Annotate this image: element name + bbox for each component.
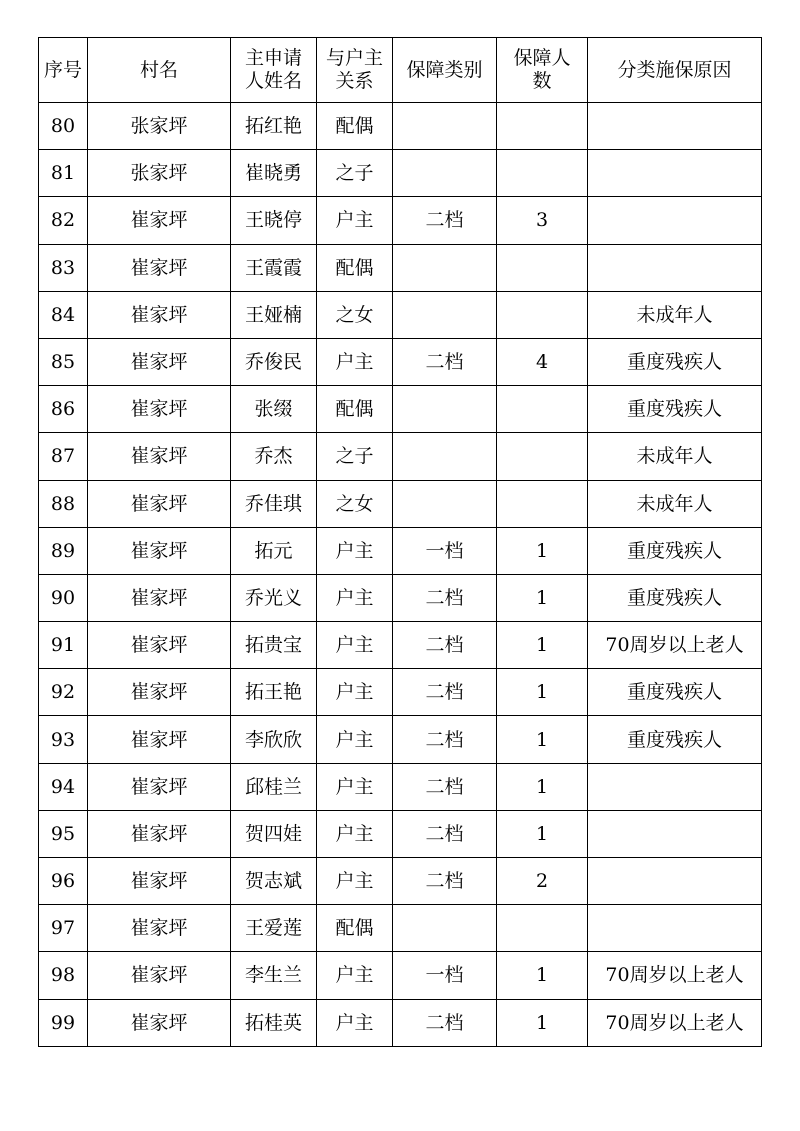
header-applicant-line1: 主申请 bbox=[244, 47, 302, 69]
cell-relation: 配偶 bbox=[317, 244, 393, 291]
cell-relation: 户主 bbox=[317, 669, 393, 716]
cell-count: 1 bbox=[497, 952, 588, 999]
cell-relation: 户主 bbox=[317, 197, 393, 244]
cell-name: 拓贵宝 bbox=[231, 622, 317, 669]
cell-relation: 户主 bbox=[317, 952, 393, 999]
cell-count: 1 bbox=[497, 999, 588, 1046]
cell-reason bbox=[588, 103, 762, 150]
cell-village: 崔家坪 bbox=[88, 905, 231, 952]
cell-relation: 之子 bbox=[317, 433, 393, 480]
cell-seq: 80 bbox=[39, 103, 88, 150]
cell-category bbox=[393, 150, 497, 197]
cell-relation: 户主 bbox=[317, 999, 393, 1046]
cell-village: 崔家坪 bbox=[88, 527, 231, 574]
cell-reason: 未成年人 bbox=[588, 433, 762, 480]
table-row bbox=[39, 338, 762, 385]
cell-count bbox=[497, 244, 588, 291]
cell-village: 崔家坪 bbox=[88, 952, 231, 999]
cell-category: 二档 bbox=[393, 338, 497, 385]
cell-relation: 户主 bbox=[317, 810, 393, 857]
header-row bbox=[39, 38, 762, 103]
cell-count: 1 bbox=[497, 716, 588, 763]
cell-relation: 户主 bbox=[317, 574, 393, 621]
cell-name: 邱桂兰 bbox=[231, 763, 317, 810]
cell-category bbox=[393, 905, 497, 952]
table-row bbox=[39, 103, 762, 150]
cell-village: 张家坪 bbox=[88, 150, 231, 197]
table-row bbox=[39, 810, 762, 857]
cell-count: 1 bbox=[497, 810, 588, 857]
cell-name: 乔光义 bbox=[231, 574, 317, 621]
cell-seq: 94 bbox=[39, 763, 88, 810]
header-village: 村名 bbox=[88, 38, 231, 103]
table-row bbox=[39, 197, 762, 244]
cell-village: 崔家坪 bbox=[88, 858, 231, 905]
cell-relation: 配偶 bbox=[317, 103, 393, 150]
table-body bbox=[39, 103, 762, 1047]
header-count bbox=[497, 38, 588, 103]
cell-reason: 70周岁以上老人 bbox=[588, 622, 762, 669]
cell-name: 贺四娃 bbox=[231, 810, 317, 857]
cell-village: 崔家坪 bbox=[88, 574, 231, 621]
cell-category bbox=[393, 291, 497, 338]
cell-count: 1 bbox=[497, 669, 588, 716]
table-row bbox=[39, 291, 762, 338]
cell-name: 李欣欣 bbox=[231, 716, 317, 763]
cell-reason bbox=[588, 858, 762, 905]
cell-seq: 99 bbox=[39, 999, 88, 1046]
cell-category: 二档 bbox=[393, 763, 497, 810]
cell-name: 李生兰 bbox=[231, 952, 317, 999]
cell-relation: 之女 bbox=[317, 480, 393, 527]
cell-count: 1 bbox=[497, 763, 588, 810]
cell-seq: 83 bbox=[39, 244, 88, 291]
cell-seq: 97 bbox=[39, 905, 88, 952]
cell-category: 一档 bbox=[393, 527, 497, 574]
cell-reason bbox=[588, 905, 762, 952]
cell-count bbox=[497, 150, 588, 197]
cell-category: 二档 bbox=[393, 669, 497, 716]
header-relation-line1: 与户主 bbox=[325, 47, 383, 69]
cell-seq: 89 bbox=[39, 527, 88, 574]
cell-count bbox=[497, 905, 588, 952]
cell-seq: 88 bbox=[39, 480, 88, 527]
cell-relation: 户主 bbox=[317, 858, 393, 905]
cell-count bbox=[497, 291, 588, 338]
cell-category bbox=[393, 103, 497, 150]
cell-village: 崔家坪 bbox=[88, 999, 231, 1046]
cell-relation: 之子 bbox=[317, 150, 393, 197]
header-count-line2: 数 bbox=[532, 70, 552, 92]
cell-village: 崔家坪 bbox=[88, 433, 231, 480]
table-row bbox=[39, 244, 762, 291]
cell-category: 二档 bbox=[393, 810, 497, 857]
cell-relation: 户主 bbox=[317, 622, 393, 669]
cell-category: 二档 bbox=[393, 574, 497, 621]
cell-relation: 配偶 bbox=[317, 905, 393, 952]
cell-village: 崔家坪 bbox=[88, 244, 231, 291]
table-row bbox=[39, 669, 762, 716]
cell-reason: 未成年人 bbox=[588, 291, 762, 338]
cell-reason: 70周岁以上老人 bbox=[588, 952, 762, 999]
header-category: 保障类别 bbox=[393, 38, 497, 103]
header-count-line1: 保障人 bbox=[513, 47, 571, 69]
table-row bbox=[39, 433, 762, 480]
cell-name: 崔晓勇 bbox=[231, 150, 317, 197]
cell-reason: 重度残疾人 bbox=[588, 338, 762, 385]
cell-name: 贺志斌 bbox=[231, 858, 317, 905]
header-relation-line2: 关系 bbox=[335, 70, 374, 92]
cell-name: 王爱莲 bbox=[231, 905, 317, 952]
cell-reason bbox=[588, 763, 762, 810]
table-row bbox=[39, 574, 762, 621]
cell-count bbox=[497, 480, 588, 527]
cell-seq: 84 bbox=[39, 291, 88, 338]
table-row bbox=[39, 763, 762, 810]
cell-reason: 重度残疾人 bbox=[588, 527, 762, 574]
cell-category bbox=[393, 480, 497, 527]
cell-name: 拓王艳 bbox=[231, 669, 317, 716]
cell-relation: 之女 bbox=[317, 291, 393, 338]
cell-village: 崔家坪 bbox=[88, 386, 231, 433]
cell-count bbox=[497, 103, 588, 150]
cell-village: 崔家坪 bbox=[88, 810, 231, 857]
cell-seq: 87 bbox=[39, 433, 88, 480]
cell-reason: 重度残疾人 bbox=[588, 669, 762, 716]
cell-seq: 98 bbox=[39, 952, 88, 999]
header-applicant-line2: 人姓名 bbox=[244, 70, 302, 92]
cell-village: 张家坪 bbox=[88, 103, 231, 150]
cell-name: 王晓停 bbox=[231, 197, 317, 244]
cell-seq: 91 bbox=[39, 622, 88, 669]
cell-seq: 93 bbox=[39, 716, 88, 763]
cell-relation: 户主 bbox=[317, 716, 393, 763]
header-applicant bbox=[231, 38, 317, 103]
cell-seq: 86 bbox=[39, 386, 88, 433]
cell-category bbox=[393, 433, 497, 480]
cell-relation: 户主 bbox=[317, 338, 393, 385]
cell-seq: 85 bbox=[39, 338, 88, 385]
cell-reason: 重度残疾人 bbox=[588, 716, 762, 763]
cell-count bbox=[497, 433, 588, 480]
cell-reason: 重度残疾人 bbox=[588, 574, 762, 621]
cell-count: 4 bbox=[497, 338, 588, 385]
header-relation bbox=[317, 38, 393, 103]
cell-count: 3 bbox=[497, 197, 588, 244]
cell-village: 崔家坪 bbox=[88, 480, 231, 527]
table-row bbox=[39, 999, 762, 1046]
cell-village: 崔家坪 bbox=[88, 763, 231, 810]
cell-relation: 配偶 bbox=[317, 386, 393, 433]
cell-village: 崔家坪 bbox=[88, 338, 231, 385]
cell-seq: 81 bbox=[39, 150, 88, 197]
cell-reason: 重度残疾人 bbox=[588, 386, 762, 433]
cell-village: 崔家坪 bbox=[88, 622, 231, 669]
cell-reason bbox=[588, 244, 762, 291]
cell-village: 崔家坪 bbox=[88, 197, 231, 244]
cell-village: 崔家坪 bbox=[88, 291, 231, 338]
table-row bbox=[39, 622, 762, 669]
cell-category: 二档 bbox=[393, 197, 497, 244]
table-header bbox=[39, 38, 762, 103]
cell-reason bbox=[588, 150, 762, 197]
cell-category: 二档 bbox=[393, 858, 497, 905]
cell-relation: 户主 bbox=[317, 763, 393, 810]
header-seq: 序号 bbox=[39, 38, 88, 103]
cell-name: 张缀 bbox=[231, 386, 317, 433]
cell-name: 乔杰 bbox=[231, 433, 317, 480]
cell-category: 二档 bbox=[393, 999, 497, 1046]
table-row bbox=[39, 858, 762, 905]
cell-count: 1 bbox=[497, 622, 588, 669]
cell-category bbox=[393, 244, 497, 291]
cell-name: 拓元 bbox=[231, 527, 317, 574]
assistance-table bbox=[38, 37, 762, 1047]
cell-name: 王娅楠 bbox=[231, 291, 317, 338]
cell-relation: 户主 bbox=[317, 527, 393, 574]
cell-village: 崔家坪 bbox=[88, 716, 231, 763]
table-row bbox=[39, 952, 762, 999]
cell-reason bbox=[588, 810, 762, 857]
cell-category: 二档 bbox=[393, 622, 497, 669]
cell-count: 1 bbox=[497, 574, 588, 621]
cell-seq: 82 bbox=[39, 197, 88, 244]
cell-name: 拓红艳 bbox=[231, 103, 317, 150]
cell-reason: 70周岁以上老人 bbox=[588, 999, 762, 1046]
table-row bbox=[39, 480, 762, 527]
cell-seq: 96 bbox=[39, 858, 88, 905]
table-row bbox=[39, 716, 762, 763]
cell-category bbox=[393, 386, 497, 433]
table-row bbox=[39, 386, 762, 433]
cell-name: 拓桂英 bbox=[231, 999, 317, 1046]
cell-name: 王霞霞 bbox=[231, 244, 317, 291]
cell-seq: 95 bbox=[39, 810, 88, 857]
cell-name: 乔佳琪 bbox=[231, 480, 317, 527]
header-reason: 分类施保原因 bbox=[588, 38, 762, 103]
cell-category: 二档 bbox=[393, 716, 497, 763]
cell-seq: 92 bbox=[39, 669, 88, 716]
cell-reason bbox=[588, 197, 762, 244]
cell-village: 崔家坪 bbox=[88, 669, 231, 716]
cell-count: 2 bbox=[497, 858, 588, 905]
table-row bbox=[39, 527, 762, 574]
table-row bbox=[39, 150, 762, 197]
cell-reason: 未成年人 bbox=[588, 480, 762, 527]
cell-count bbox=[497, 386, 588, 433]
cell-name: 乔俊民 bbox=[231, 338, 317, 385]
cell-seq: 90 bbox=[39, 574, 88, 621]
table-row bbox=[39, 905, 762, 952]
cell-category: 一档 bbox=[393, 952, 497, 999]
cell-count: 1 bbox=[497, 527, 588, 574]
